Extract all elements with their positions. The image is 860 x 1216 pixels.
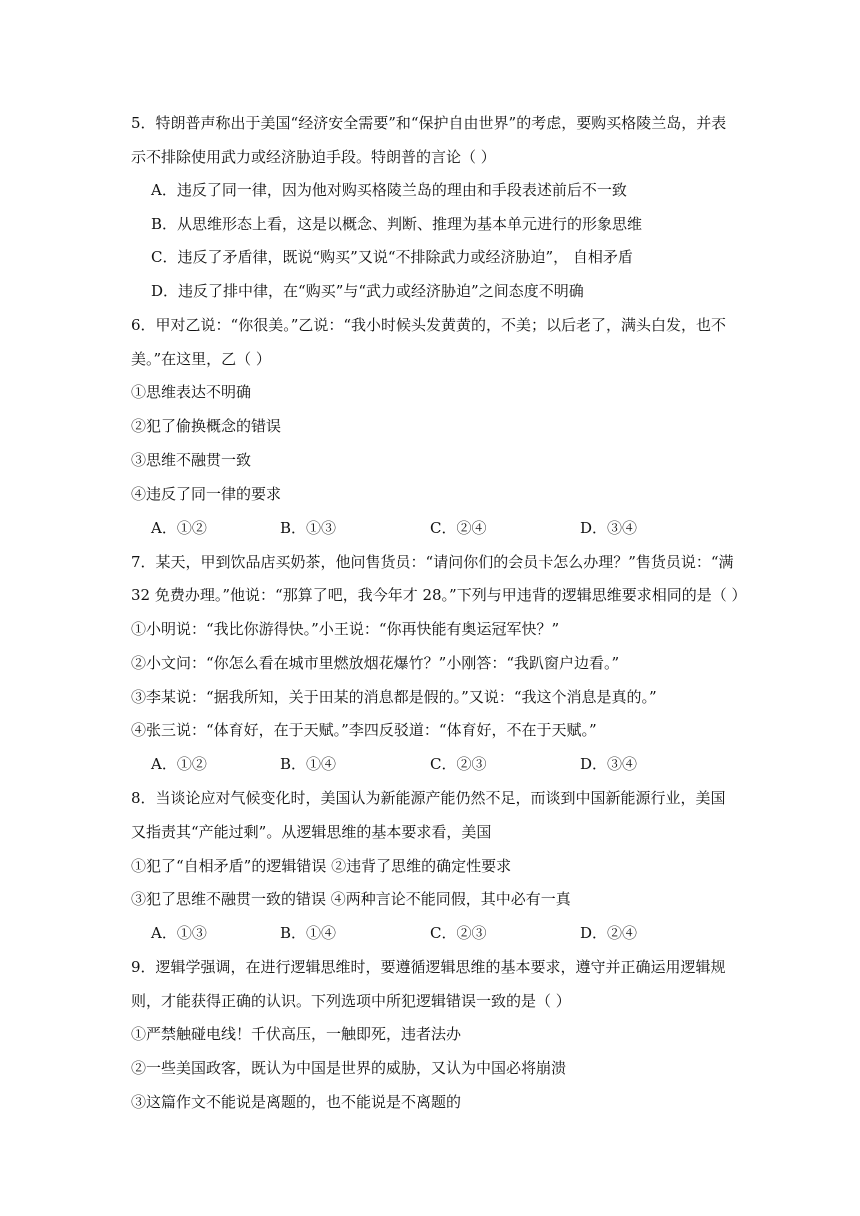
q9-stem-line-2: 则，才能获得正确的认识。下列选项中所犯逻辑错误一致的是（ ） <box>131 992 571 1010</box>
q6-stem-line-1: 6．甲对乙说：“你很美。”乙说：“我小时候头发黄黄的，不美；以后老了，满头白发，也不 <box>131 316 727 334</box>
q7-choice-c: C．②③ <box>430 755 487 773</box>
q8-item-line-1: ①犯了“自相矛盾”的逻辑错误 ②违背了思维的确定性要求 <box>131 857 512 875</box>
q8-choice-a: A．①③ <box>151 924 207 942</box>
q7-stem-line-1: 7．某天，甲到饮品店买奶茶，他问售货员：“请问你们的会员卡怎么办理？”售货员说：“满 <box>131 553 734 571</box>
q5-option-a: A．违反了同一律，因为他对购买格陵兰岛的理由和手段表述前后不一致 <box>151 181 627 199</box>
q5-option-d: D．违反了排中律，在“购买”与“武力或经济胁迫”之间态度不明确 <box>151 282 584 300</box>
q8-item-line-2: ③犯了思维不融贯一致的错误 ④两种言论不能同假，其中必有一真 <box>131 890 571 908</box>
q7-item-4: ④张三说：“体育好，在于天赋。”李四反驳道：“体育好，不在于天赋。” <box>131 721 597 739</box>
q8-choice-d: D．②④ <box>580 924 638 942</box>
q8-stem-line-1: 8．当谈论应对气候变化时，美国认为新能源产能仍然不足，而谈到中国新能源行业，美国 <box>131 789 726 807</box>
q7-item-3: ③李某说：“据我所知，关于田某的消息都是假的。”又说：“我这个消息是真的。” <box>131 688 657 706</box>
q8-choice-c: C．②③ <box>430 924 487 942</box>
q6-choice-d: D．③④ <box>580 519 638 537</box>
q9-stem-line-1: 9．逻辑学强调，在进行逻辑思维时，要遵循逻辑思维的基本要求，遵守并正确运用逻辑规 <box>131 958 726 976</box>
q6-choice-a: A．①② <box>151 519 207 537</box>
q8-choice-b: B．①④ <box>280 924 337 942</box>
q7-item-2: ②小文问：“你怎么看在城市里燃放烟花爆竹？”小刚答：“我趴窗户边看。” <box>131 654 620 672</box>
q5-option-b: B．从思维形态上看，这是以概念、判断、推理为基本单元进行的形象思维 <box>151 215 643 233</box>
q6-choice-c: C．②④ <box>430 519 487 537</box>
q7-choice-d: D．③④ <box>580 755 638 773</box>
q6-stem-line-2: 美。”在这里，乙（ ） <box>131 350 271 368</box>
q6-choice-b: B．①③ <box>280 519 337 537</box>
q6-item-3: ③思维不融贯一致 <box>131 451 252 469</box>
q7-item-1: ①小明说：“我比你游得快。”小王说：“你再快能有奥运冠军快？” <box>131 620 560 638</box>
q7-choice-a: A．①② <box>151 755 207 773</box>
q6-item-4: ④违反了同一律的要求 <box>131 485 282 503</box>
q5-stem-line-2: 示不排除使用武力或经济胁迫手段。特朗普的言论（ ） <box>131 148 496 166</box>
q5-stem-line-1: 5．特朗普声称出于美国“经济安全需要”和“保护自由世界”的考虑，要购买格陵兰岛，并表 <box>131 114 727 132</box>
q8-stem-line-2: 又指责其“产能过剩”。从逻辑思维的基本要求看，美国 <box>131 823 492 841</box>
q9-item-3: ③这篇作文不能说是离题的，也不能说是不离题的 <box>131 1093 462 1111</box>
q7-stem-line-2: 32 免费办理。”他说：“那算了吧，我今年才 28。”下列与甲违背的逻辑思维要求相同的是（ ） <box>131 586 747 604</box>
q7-choice-b: B．①④ <box>280 755 337 773</box>
q5-option-c: C．违反了矛盾律，既说“购买”又说“不排除武力或经济胁迫”， 自相矛盾 <box>151 248 633 266</box>
q6-item-2: ②犯了偷换概念的错误 <box>131 417 282 435</box>
q9-item-1: ①严禁触碰电线！千伏高压，一触即死，违者法办 <box>131 1025 462 1043</box>
q6-item-1: ①思维表达不明确 <box>131 383 252 401</box>
q9-item-2: ②一些美国政客，既认为中国是世界的威胁，又认为中国必将崩溃 <box>131 1059 567 1077</box>
